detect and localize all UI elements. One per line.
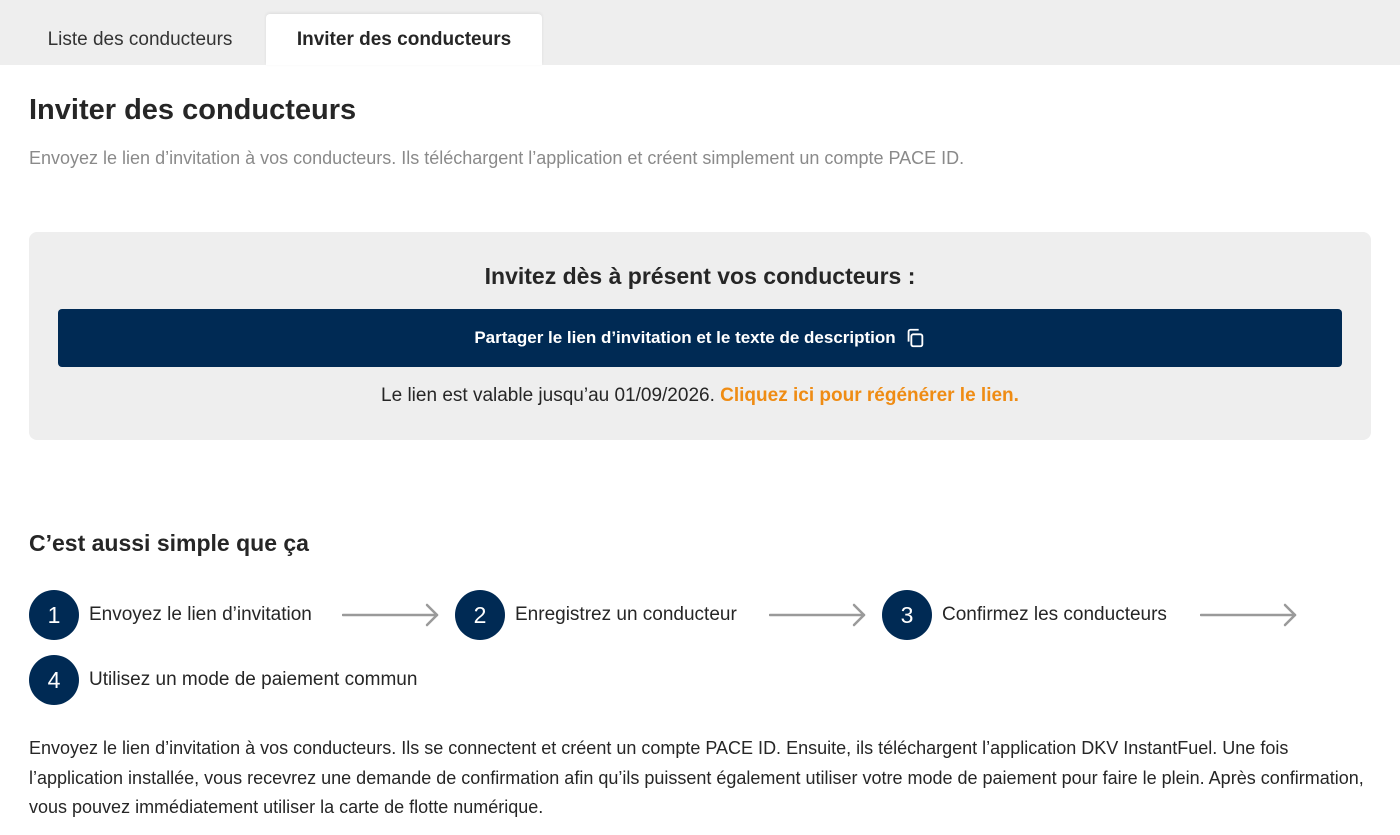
step-number-badge: 1 — [29, 590, 79, 640]
step-1 — [29, 590, 312, 640]
step-label: Enregistrez un conducteur — [515, 604, 737, 625]
page-title: Inviter des conducteurs — [29, 94, 357, 126]
invite-card-heading: Invitez dès à présent vos conducteurs : — [484, 263, 916, 289]
link-validity-line — [29, 385, 1371, 407]
tab-invite-drivers[interactable]: Inviter des conducteurs — [266, 14, 542, 65]
step-number-badge: 2 — [455, 590, 505, 640]
invite-card — [29, 232, 1371, 440]
share-button-label: Partager le lien d’invitation et le texte de description — [474, 328, 896, 347]
tab-bar — [0, 0, 1400, 65]
step-number-badge: 4 — [29, 655, 79, 705]
tab-driver-list[interactable]: Liste des conducteurs — [47, 28, 233, 50]
step-4 — [29, 655, 417, 705]
arrow-right-icon — [769, 603, 867, 627]
step-number-badge: 3 — [882, 590, 932, 640]
step-label: Confirmez les conducteurs — [942, 604, 1167, 625]
step-label: Utilisez un mode de paiement commun — [89, 669, 418, 690]
regenerate-link[interactable]: Cliquez ici pour régénérer le lien. — [720, 385, 1019, 406]
share-invitation-button[interactable] — [58, 309, 1342, 367]
step-3 — [882, 590, 1167, 640]
page-subtitle: Envoyez le lien d’invitation à vos conducteurs. Ils téléchargent l’application et créent simplement un compte PACE ID. — [29, 148, 965, 168]
arrow-right-icon — [342, 603, 440, 627]
step-label: Envoyez le lien d’invitation — [89, 604, 312, 625]
steps-description: Envoyez le lien d’invitation à vos conducteurs. Ils se connectent et créent un compte PACE ID. Ensuite, ils téléchargent l’application DKV InstantFuel. Une fois l’application installée, vous recevrez une demande de confirmation afin qu’ils puissent également utiliser votre mode de paiement pour faire le plein. Après confirmation, vous pouvez immédiatement utiliser la carte de flotte numérique. — [29, 738, 1364, 817]
steps-heading: C’est aussi simple que ça — [29, 530, 309, 556]
arrow-right-icon — [1200, 603, 1298, 627]
link-validity-text: Le lien est valable jusqu’au 01/09/2026. — [381, 385, 715, 406]
step-2 — [455, 590, 737, 640]
copy-icon — [904, 327, 926, 349]
